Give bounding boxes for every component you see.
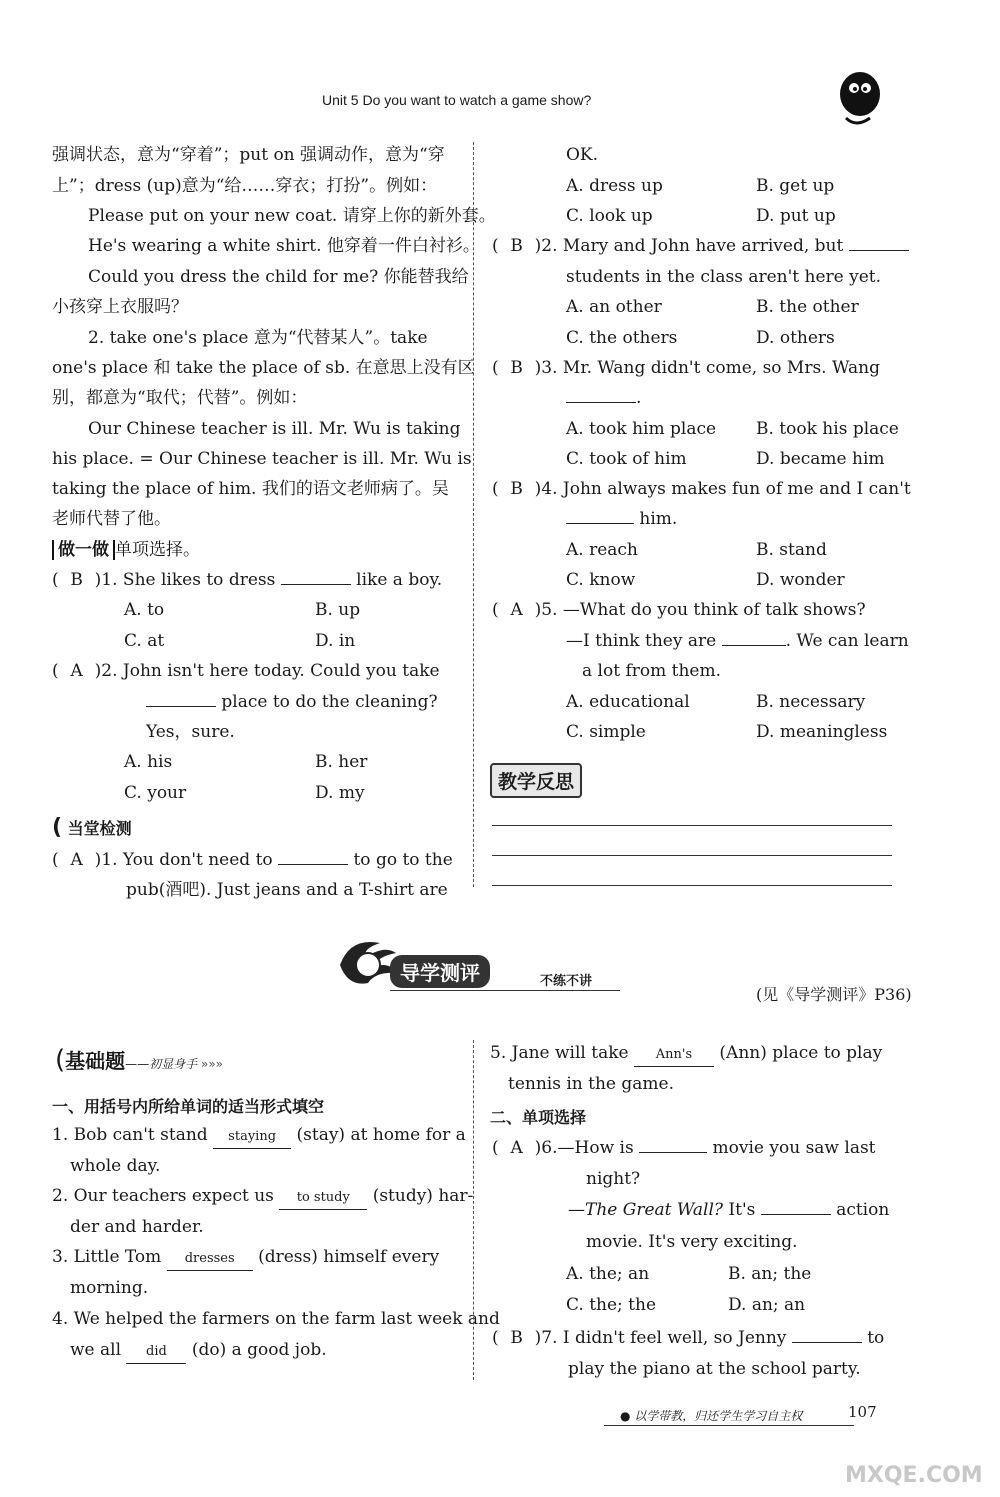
option: C. the others <box>566 328 678 348</box>
question-3: ( A )1. You don't need to to go to the <box>52 850 453 870</box>
note-line: 上”；dress (up)意为“给……穿衣；打扮”。例如： <box>52 176 438 196</box>
question-6: ( A )6.—How is movie you saw last <box>492 1138 876 1158</box>
option: B. took his place <box>756 419 899 439</box>
reflection-line <box>492 825 892 826</box>
option: B. stand <box>756 540 827 560</box>
question-2: ( A )2. John isn't here today. Could you take <box>52 661 440 681</box>
option: C. your <box>124 783 187 803</box>
note-line: Our Chinese teacher is ill. Mr. Wu is taking <box>88 419 461 439</box>
option: B. get up <box>756 176 835 196</box>
zuoyizuo-heading: 做一做 单项选择。 <box>52 539 200 561</box>
note-line: his place. = Our Chinese teacher is ill. Mr. Wu is <box>52 449 472 469</box>
banner-reference: (见《导学测评》P36) <box>756 985 912 1004</box>
question-1: ( B )1. She likes to dress like a boy. <box>52 570 443 590</box>
note-line: 强调状态，意为“穿着”；put on 强调动作，意为“穿 <box>52 145 445 165</box>
question-r4: ( B )4. John always makes fun of me and I can't <box>492 479 911 499</box>
option: A. his <box>124 752 173 772</box>
question-r2-cont: students in the class aren't here yet. <box>566 267 882 287</box>
reflection-heading: 教学反思 <box>490 763 582 798</box>
option: D. became him <box>756 449 885 469</box>
option: A. educational <box>566 692 690 712</box>
option: C. took of him <box>566 449 687 469</box>
question-7-cont: play the piano at the school party. <box>568 1359 861 1379</box>
page-number: 107 <box>848 1403 877 1421</box>
option: D. wonder <box>756 570 845 590</box>
option: C. simple <box>566 722 646 742</box>
fill-question-1: 1. Bob can't stand staying (stay) at home for a <box>52 1124 466 1149</box>
fill-question-2-cont: der and harder. <box>70 1217 204 1237</box>
question-r5: ( A )5. —What do you think of talk shows? <box>492 600 866 620</box>
question-r3: ( B )3. Mr. Wang didn't come, so Mrs. Wang <box>492 358 880 378</box>
fill-question-5: 5. Jane will take Ann's (Ann) place to play <box>490 1042 882 1067</box>
option: D. meaningless <box>756 722 888 742</box>
fill-question-1-cont: whole day. <box>70 1156 161 1176</box>
note-line: Please put on your new coat. 请穿上你的新外套。 <box>88 206 496 226</box>
question-2-reply: Yes，sure. <box>146 722 235 742</box>
option: B. her <box>315 752 368 772</box>
option: C. look up <box>566 206 653 226</box>
note-line: Could you dress the child for me? 你能替我给 <box>88 267 469 287</box>
fill-question-4-cont: we all did (do) a good job. <box>70 1339 327 1364</box>
reflection-line <box>492 855 892 856</box>
question-3-cont: pub(酒吧). Just jeans and a T-shirt are <box>126 880 448 900</box>
option: D. others <box>756 328 835 348</box>
option: A. to <box>124 600 165 620</box>
ok-text: OK. <box>566 145 599 165</box>
note-line: 小孩穿上衣服吗？ <box>52 297 188 317</box>
question-r2: ( B )2. Mary and John have arrived, but <box>492 235 909 257</box>
column-divider-bottom <box>473 1040 474 1380</box>
option: B. necessary <box>756 692 866 712</box>
dangtang-heading: ( 当堂检测 <box>52 815 132 840</box>
basic-heading: (基础题——初显身手 »»» <box>55 1045 224 1075</box>
option: A. an other <box>566 297 662 317</box>
option: B. up <box>315 600 361 620</box>
option: A. took him place <box>566 419 717 439</box>
option: C. know <box>566 570 636 590</box>
option: D. in <box>315 631 356 651</box>
question-6-reply: —The Great Wall? It's action <box>568 1200 890 1220</box>
footer-line <box>604 1425 854 1426</box>
option: D. my <box>315 783 365 803</box>
option: B. an; the <box>728 1264 812 1284</box>
watermark: MXQE.COM <box>845 1463 983 1488</box>
option: A. dress up <box>566 176 663 196</box>
note-line: 老师代替了他。 <box>52 509 171 529</box>
fill-question-4: 4. We helped the farmers on the farm last week and <box>52 1309 500 1329</box>
option: B. the other <box>756 297 859 317</box>
option: D. put up <box>756 206 836 226</box>
section-2-heading: 二、单项选择 <box>490 1108 587 1127</box>
option: A. reach <box>566 540 638 560</box>
fill-question-3: 3. Little Tom dresses (dress) himself every <box>52 1246 439 1271</box>
question-r5-cont: —I think they are . We can learn <box>566 631 909 651</box>
fill-question-3-cont: morning. <box>70 1278 149 1298</box>
note-line: 别，都意为“取代；代替”。例如： <box>52 388 308 408</box>
fill-question-5-cont: tennis in the game. <box>508 1074 674 1094</box>
footer-slogan: ● 以学带教，归还学生学习自主权 <box>620 1409 803 1423</box>
question-r3-cont: . <box>566 387 641 409</box>
question-r5-cont2: a lot from them. <box>582 661 721 681</box>
question-7: ( B )7. I didn't feel well, so Jenny to <box>492 1328 885 1348</box>
fill-question-2: 2. Our teachers expect us to study (study) har- <box>52 1185 473 1210</box>
option: A. the; an <box>566 1264 650 1284</box>
reflection-line <box>492 885 892 886</box>
question-6-cont: night? <box>586 1169 641 1189</box>
page-header: Unit 5 Do you want to watch a game show? <box>322 92 592 108</box>
question-r4-cont: him. <box>566 508 677 530</box>
option: C. at <box>124 631 165 651</box>
note-line: 2. take one's place 意为“代替某人”。take <box>88 328 428 348</box>
note-line: taking the place of him. 我们的语文老师病了。吴 <box>52 479 449 499</box>
question-2-cont: place to do the cleaning? <box>146 691 438 713</box>
option: C. the; the <box>566 1295 657 1315</box>
mascot-icon <box>828 62 888 132</box>
option: D. an; an <box>728 1295 806 1315</box>
note-line: He's wearing a white shirt. 他穿着一件白衬衫。 <box>88 236 480 256</box>
section-1-heading: 一、用括号内所给单词的适当形式填空 <box>52 1097 325 1116</box>
banner-subtitle: 不练不讲 <box>540 974 593 989</box>
banner-underline <box>390 990 620 991</box>
question-6-reply-cont: movie. It's very exciting. <box>586 1232 798 1252</box>
banner-title: 导学测评 <box>390 955 490 988</box>
note-line: one's place 和 take the place of sb. 在意思上没有区 <box>52 358 475 378</box>
